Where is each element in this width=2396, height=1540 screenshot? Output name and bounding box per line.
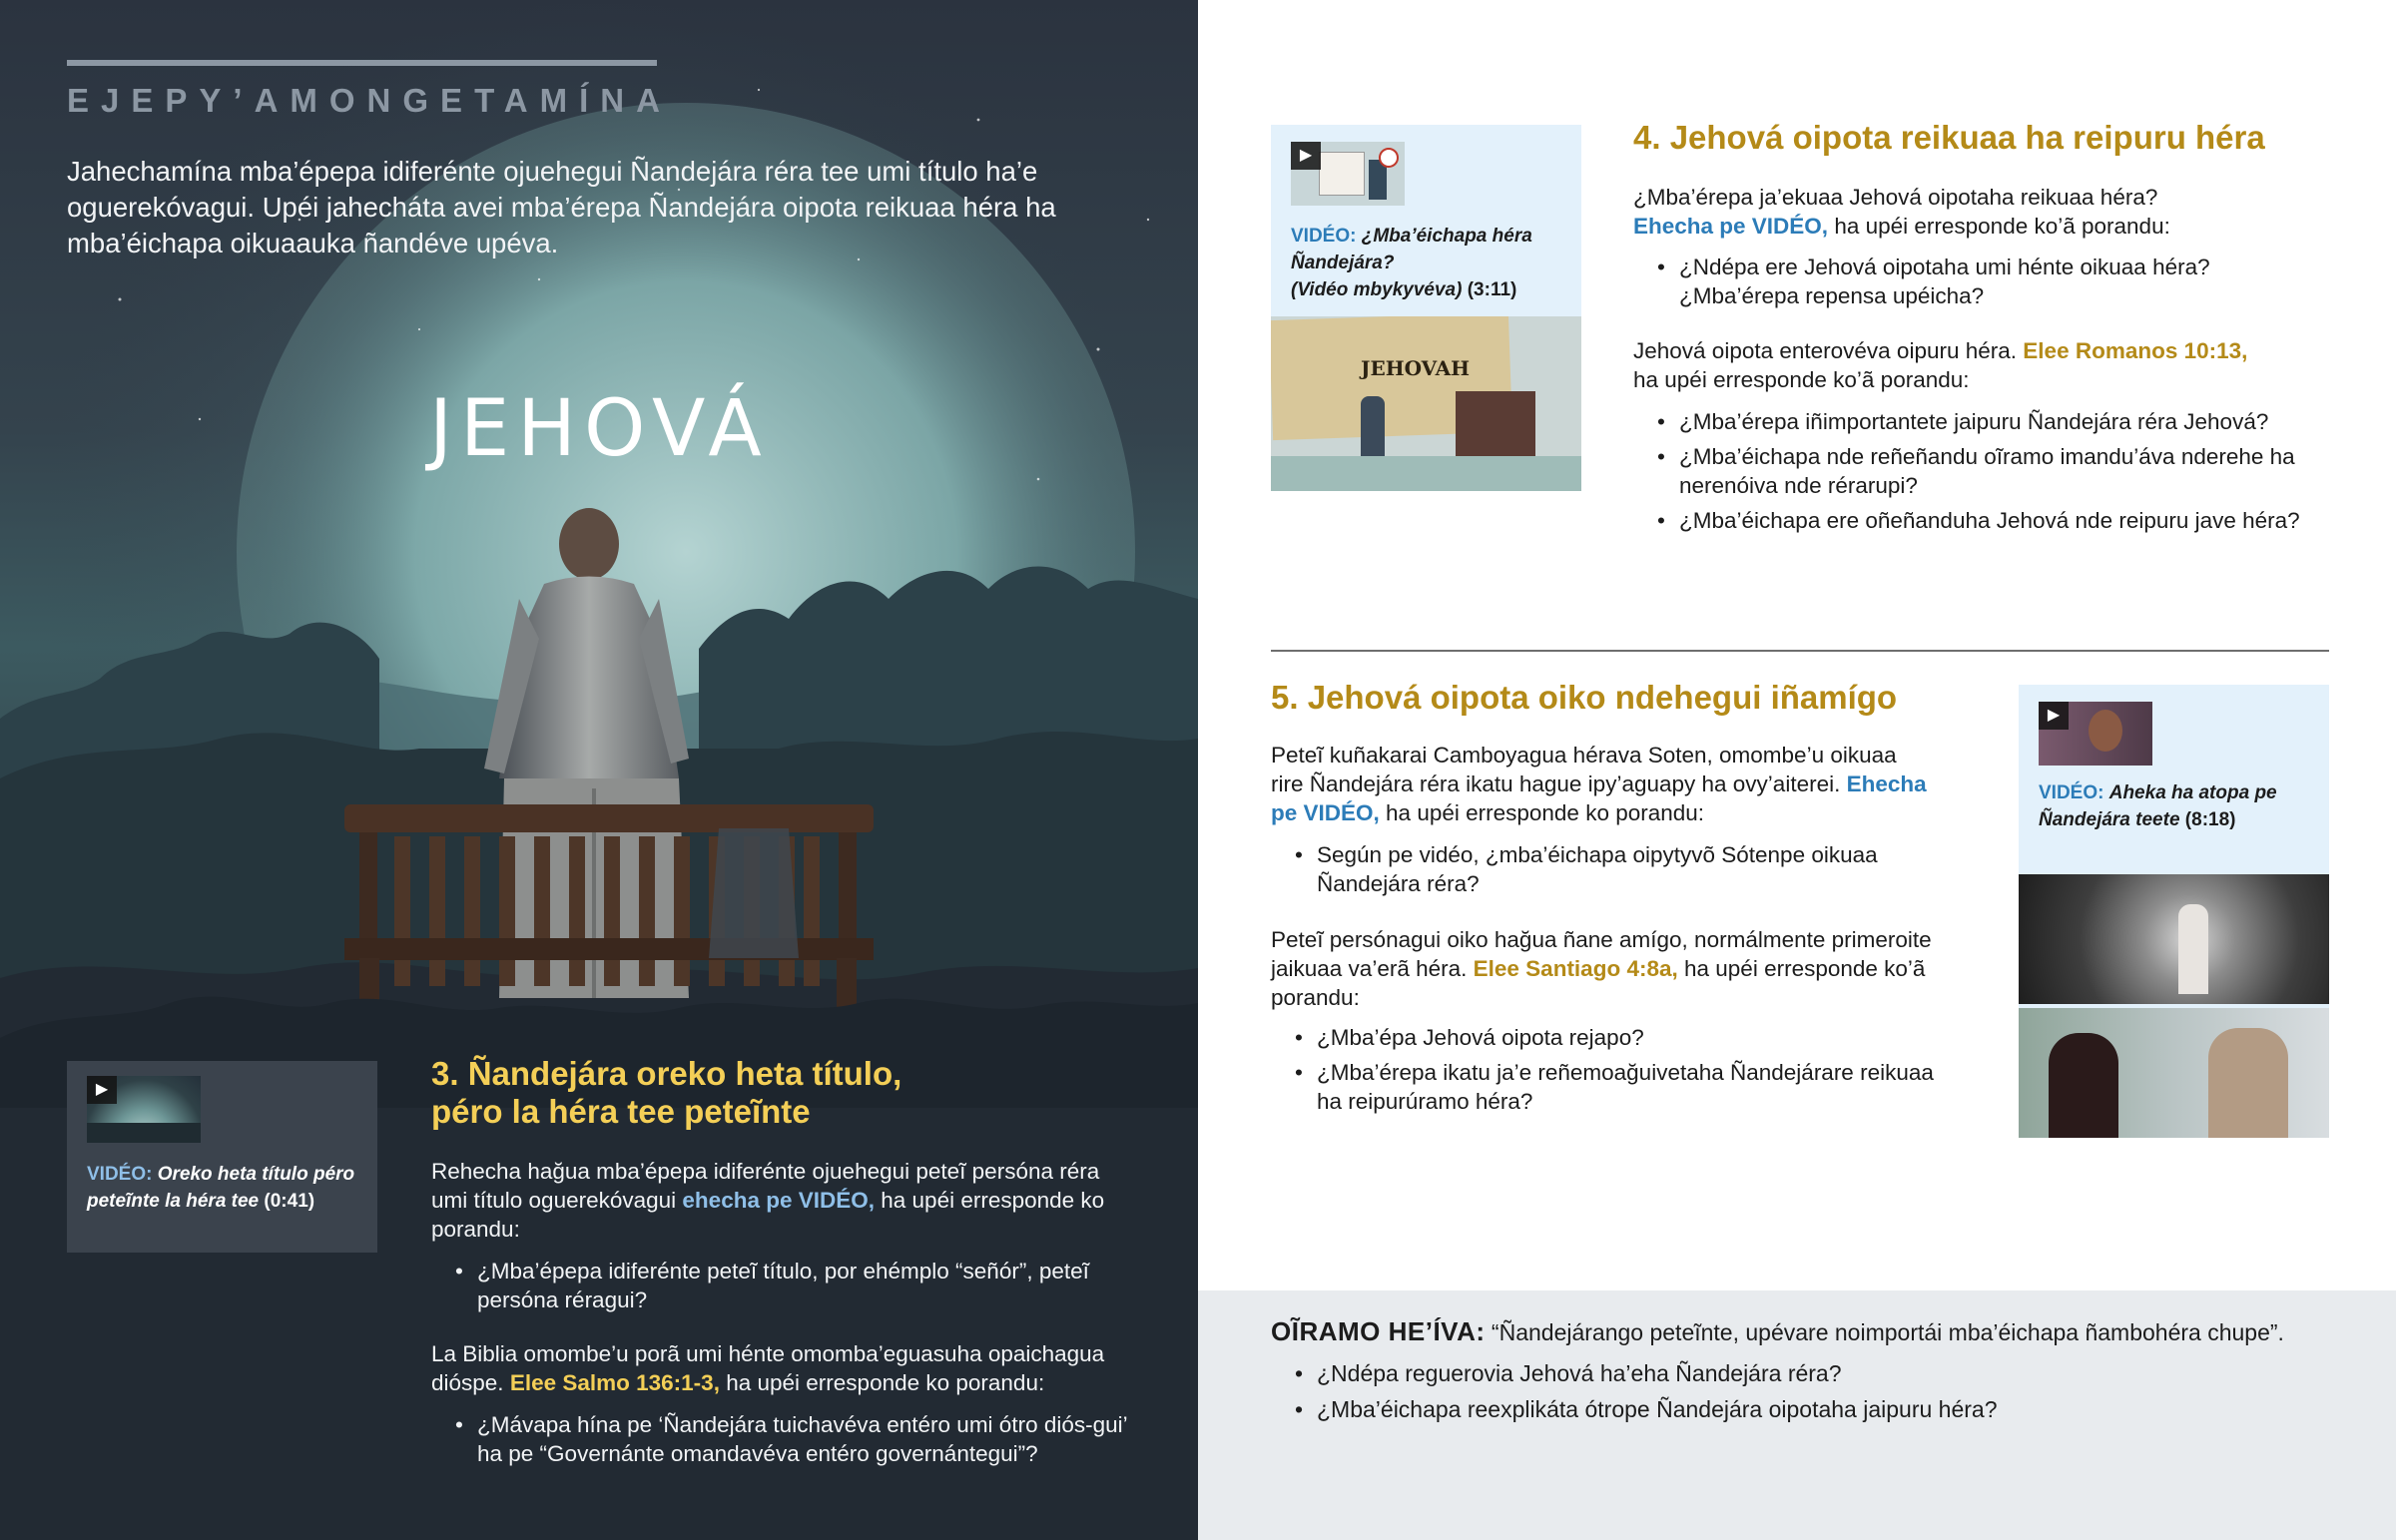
question-item: • ¿Mávapa hína pe ‘Ñandejára tuichavéva entéro umi ótro diós-gui’ ha pe “Governánte omandavéva entéro governántegui”?	[431, 1410, 1130, 1468]
video-caption	[1291, 223, 1550, 303]
video-still-bible-page	[1271, 316, 1581, 491]
section-4-questions-2	[1633, 407, 2322, 541]
s3-p2-text: La Biblia omombe’u porã umi hénte omomba’eguasuha opaichagua dióspe.	[431, 1341, 1105, 1395]
s5-video-link[interactable]: Ehecha pe VIDÉO,	[1271, 771, 1927, 825]
s4-p2-text: Jehová oipota enterovéva oipuru héra.	[1633, 338, 2018, 363]
s5-p1-text: Peteĩ kuñakarai Camboyagua hérava Soten, omombe’u oikuaa rire Ñandejára réra ikatu hague ipy’aguapy ha ovy’aiterei.	[1271, 743, 1897, 796]
hero-title: JEHOVÁ	[429, 384, 770, 474]
objection-heading: OĨRAMO HE’ÍVA:	[1271, 1316, 1486, 1346]
video-thumbnail-small[interactable]	[1291, 142, 1405, 206]
book-spine-text: JEHOVAH	[1361, 356, 1471, 380]
s3-p1-tail: ha upéi erresponde ko porandu:	[431, 1188, 1105, 1242]
video-card-titles[interactable]	[67, 1061, 377, 1253]
s4-scripture-link[interactable]: Elee Romanos 10:13,	[2023, 338, 2248, 363]
section-5-questions-2	[1271, 1023, 1940, 1122]
video-card-searched[interactable]	[2019, 685, 2329, 1138]
s4-p1-tail: ha upéi erresponde ko’ã porandu:	[1834, 214, 2170, 239]
question-item: • ¿Mba’éichapa ere oñeñanduha Jehová nde reipuru jave héra?	[1633, 506, 2322, 535]
s3-scripture-link[interactable]: Elee Salmo 136:1-3,	[509, 1370, 720, 1395]
s3-p2-tail: ha upéi erresponde ko porandu:	[726, 1370, 1045, 1395]
section-5-title: 5. Jehová oipota oiko ndehegui iñamígo	[1271, 679, 1898, 716]
section-5-paragraph-2	[1271, 925, 1970, 1012]
review-questions	[1271, 1358, 2329, 1430]
question-item: • ¿Mba’épepa idiferénte peteĩ título, por ehémplo “señór”, peteĩ persóna réragui?	[431, 1257, 1130, 1314]
section-5-paragraph-1	[1271, 741, 1930, 827]
section-3-paragraph-2	[431, 1339, 1130, 1397]
section-4-paragraph-1	[1633, 183, 2332, 241]
section-3-title	[431, 1055, 1030, 1131]
section-3-title-line1: 3. Ñandejára oreko heta título,	[431, 1055, 902, 1092]
intro-paragraph: Jahechamína mba’épepa idiferénte ojuehegui Ñandejára réra tee umi título ha’e oguerekóvagui. Upéi jahecháta avei mba’érepa Ñandejára oipota reikuaa héra ha mba’éichapa oikuaauka ñandéve upéva.	[67, 156, 1056, 258]
question-item: • ¿Ndépa reguerovia Jehová ha’eha Ñandejára réra?	[1271, 1358, 2329, 1388]
play-icon[interactable]: ▶	[2039, 702, 2069, 730]
video-label: VIDÉO:	[2039, 782, 2104, 803]
question-item: • Según pe vidéo, ¿mba’éichapa oipytyvõ Sótenpe oikuaa Ñandejára réra?	[1271, 840, 1890, 898]
s4-p2-tail: ha upéi erresponde ko’ã porandu:	[1633, 367, 1970, 392]
s3-p1-text: Rehecha hağua mba’épepa idiferénte ojuehegui peteĩ persóna réra umi título oguerekóvagui	[431, 1159, 1100, 1213]
question-item: • ¿Mba’épa Jehová oipota rejapo?	[1271, 1023, 1940, 1052]
video-still-forest	[2019, 874, 2329, 1004]
section-5-questions-1	[1271, 840, 1890, 904]
question-item: • ¿Mba’érepa iñimportantete jaipuru Ñandejára réra Jehová?	[1633, 407, 2322, 436]
video-card-name[interactable]	[1271, 125, 1581, 491]
s3-video-link[interactable]: ehecha pe VIDÉO,	[682, 1188, 875, 1213]
section-4-title: 4. Jehová oipota reikuaa ha reipuru héra	[1633, 119, 2265, 156]
section-kicker: EJEPY’AMONGETAMÍNA	[67, 82, 672, 119]
video-duration: (0:41)	[264, 1191, 315, 1212]
video-label: VIDÉO:	[1291, 226, 1357, 247]
question-item: • ¿Ndépa ere Jehová oipotaha umi hénte oikuaa héra? ¿Mba’érepa repensa upéicha?	[1633, 253, 2282, 310]
video-duration: (3:11)	[1467, 279, 1517, 300]
objection-line	[1271, 1316, 2349, 1347]
objection-review-box	[1198, 1290, 2396, 1540]
section-4-paragraph-2	[1633, 336, 2332, 394]
objection-quote: “Ñandejárango peteĩnte, upévare noimportái mba’éichapa ñambohéra chupe”.	[1491, 1319, 2284, 1345]
question-item: • ¿Mba’érepa ikatu ja’e reñemoağuivetaha Ñandejárare reikuaa ha reipurúramo héra?	[1271, 1058, 1940, 1116]
section-3-questions-2	[431, 1410, 1130, 1474]
video-caption	[2039, 779, 2308, 833]
video-title: Oreko heta título péro peteĩnte la héra tee	[87, 1164, 355, 1212]
s5-p2-text: Peteĩ persónagui oiko hağua ñane amígo, normálmente primeroite jaikuaa va’erã héra.	[1271, 927, 1932, 981]
right-page	[1198, 0, 2396, 1540]
video-duration: (8:18)	[2184, 809, 2236, 830]
video-title: ¿Mba’éichapa héra Ñandejára?	[1291, 226, 1532, 273]
s4-video-link[interactable]: Ehecha pe VIDÉO,	[1633, 214, 1829, 239]
video-still-conversation	[2019, 1008, 2329, 1138]
video-subtitle: (Vidéo mbykyvéva)	[1291, 279, 1463, 300]
play-icon[interactable]: ▶	[1291, 142, 1321, 170]
section-divider	[1271, 650, 2329, 652]
question-item: • ¿Mba’éichapa reexplikáta ótrope Ñandejára oipotaha jaipuru héra?	[1271, 1394, 2329, 1424]
section-3-title-line2: péro la héra tee peteĩnte	[431, 1093, 811, 1130]
s5-p2-tail: ha upéi erresponde ko’ã porandu:	[1271, 956, 1926, 1010]
s5-p1-tail: ha upéi erresponde ko porandu:	[1386, 800, 1705, 825]
video-thumbnail-small[interactable]	[2039, 702, 2152, 766]
top-rule	[67, 60, 657, 66]
video-label: VIDÉO:	[87, 1164, 153, 1185]
play-icon[interactable]: ▶	[87, 1076, 117, 1104]
question-item: • ¿Mba’éichapa nde reñeñandu oĩramo imandu’áva nderehe ha nerenóiva nde rérarupi?	[1633, 442, 2322, 500]
s4-p1-text: ¿Mba’érepa ja’ekuaa Jehová oipotaha reikuaa héra?	[1633, 185, 2158, 210]
video-title: Aheka ha atopa pe Ñandejára teete	[2039, 782, 2277, 830]
section-4-questions-1	[1633, 253, 2282, 316]
s5-scripture-link[interactable]: Elee Santiago 4:8a,	[1473, 956, 1678, 981]
section-3-questions-1	[431, 1257, 1130, 1320]
section-3-paragraph-1	[431, 1157, 1130, 1244]
video-thumbnail[interactable]	[87, 1076, 201, 1143]
video-caption	[87, 1161, 366, 1215]
